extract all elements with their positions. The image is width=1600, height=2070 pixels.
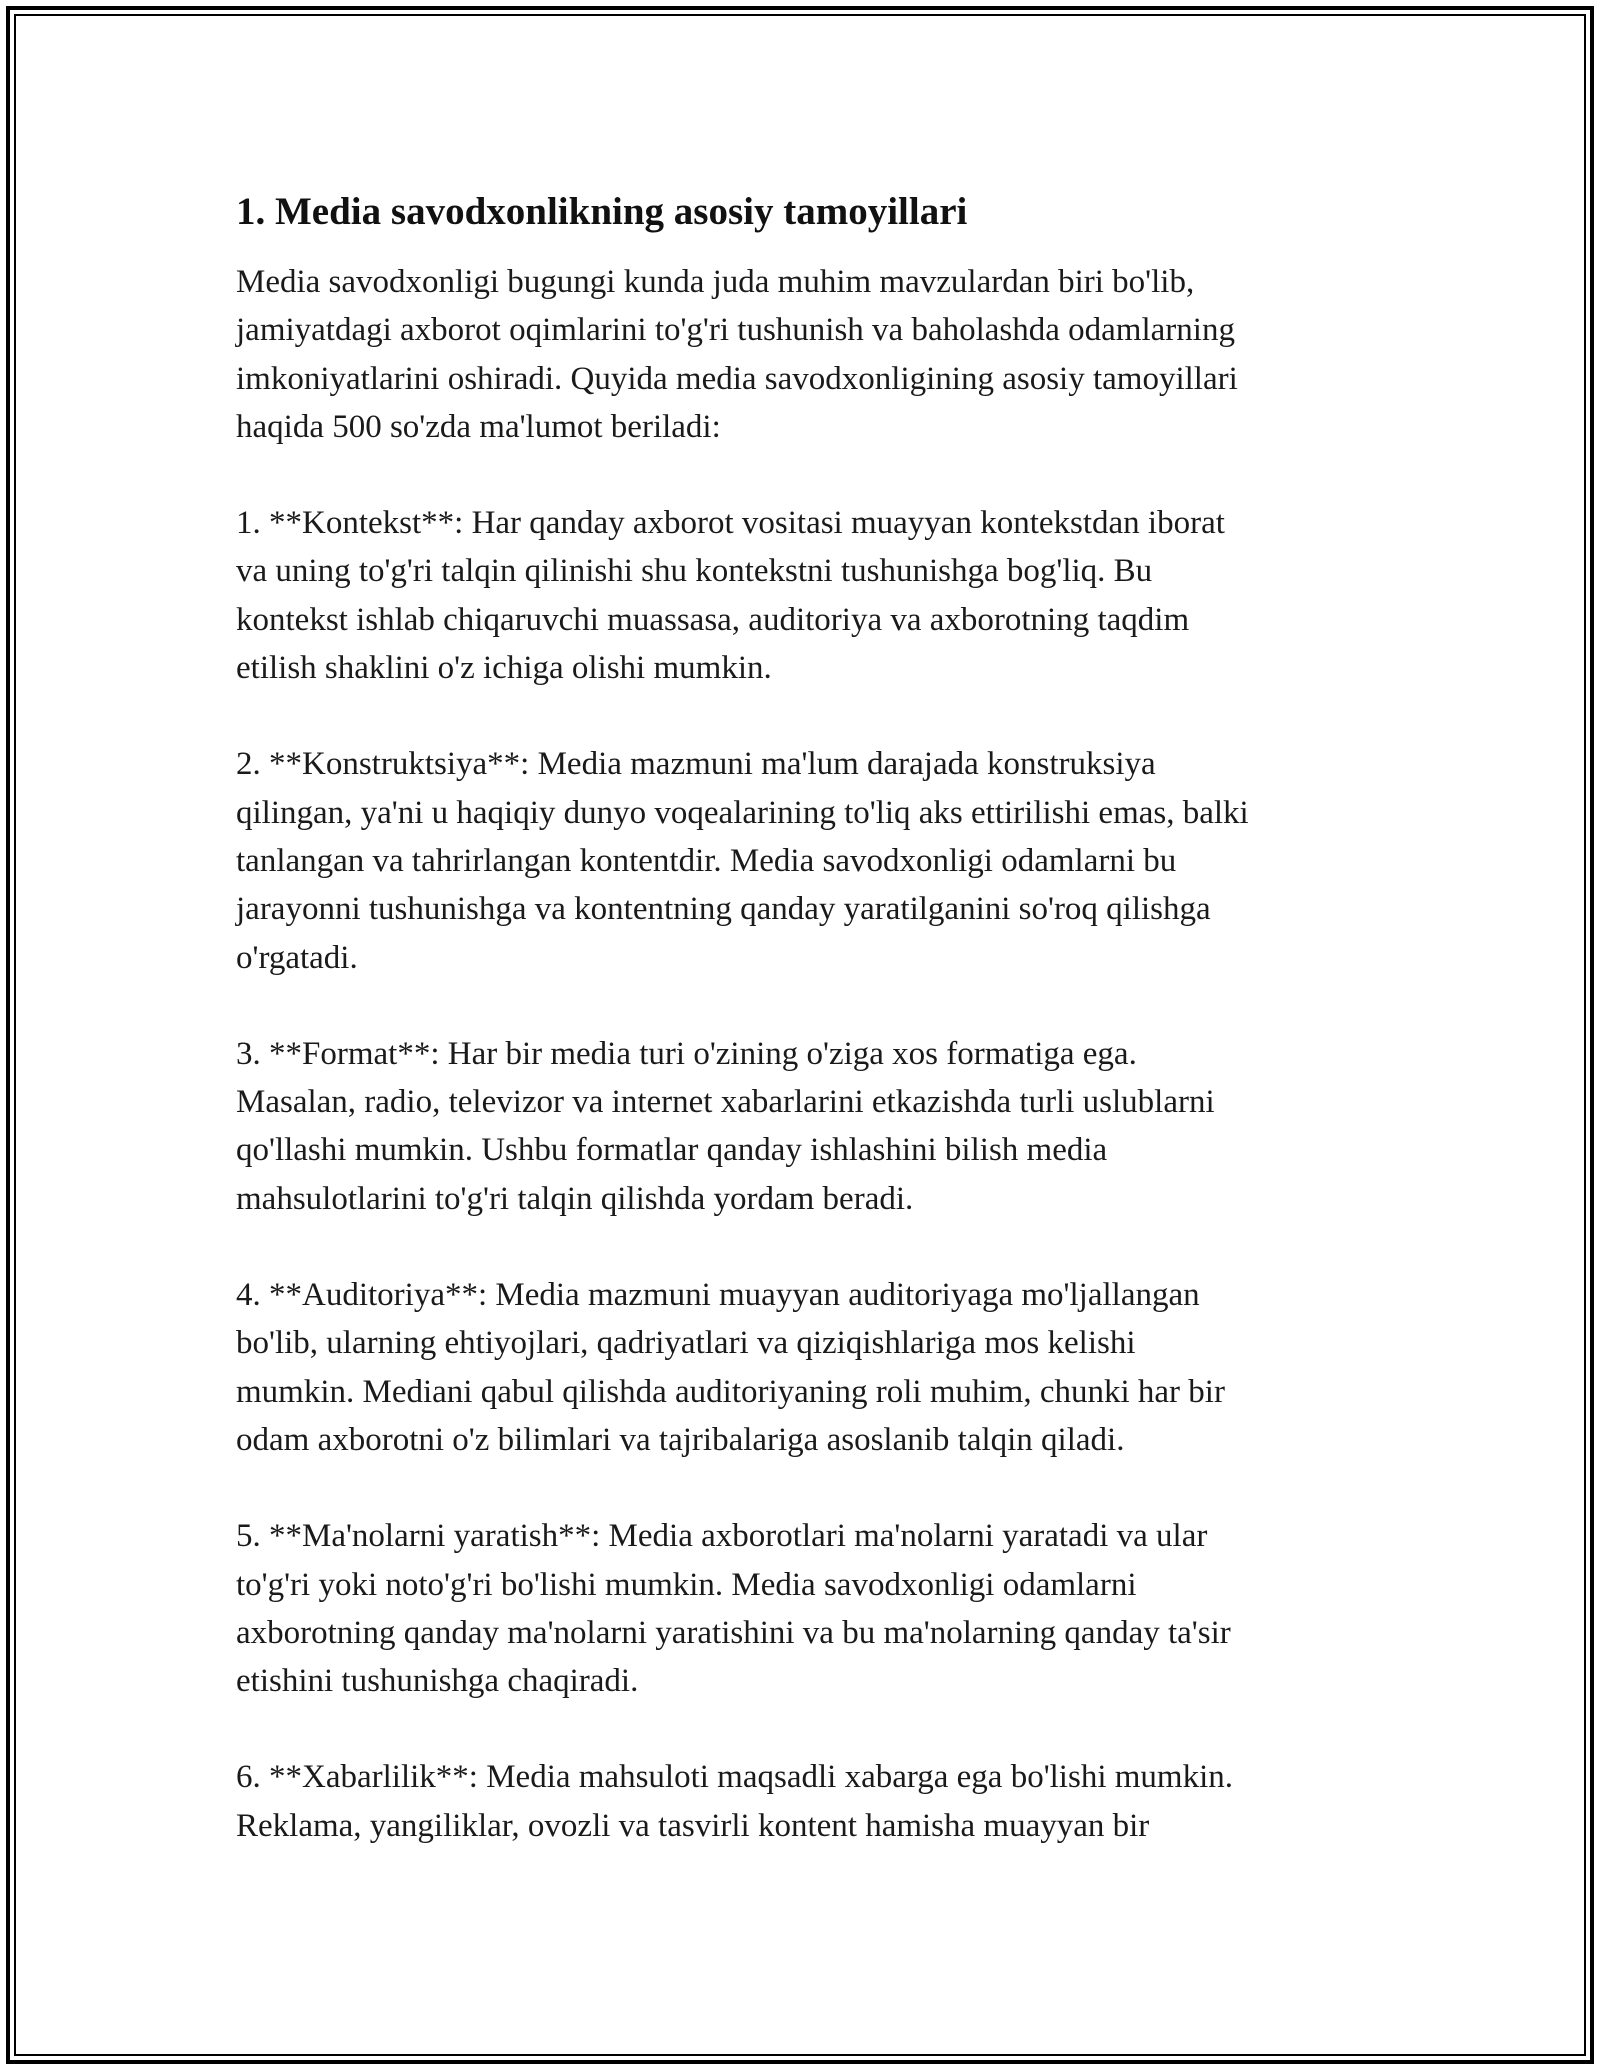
principle-xabarlilik: 6. **Xabarlilik**: Media mahsuloti maqsadli xabarga ega bo'lishi mumkin. Reklama, yangiliklar, ovozli va tasvirli kontent hamisha muayyan bir — [236, 1759, 1233, 1844]
intro-paragraph: Media savodxonligi bugungi kunda juda muhim mavzulardan biri bo'lib, jamiyatdagi axborot oqimlarini to'g'ri tushunish va baholashda odamlarning imkoniyatlarini oshiradi. Quyida media savodxonligining asosiy tamoyillari haqida 500 so'zda ma'lumot beriladi: — [236, 264, 1238, 445]
principle-format: 3. **Format**: Har bir media turi o'zining o'ziga xos formatiga ega. Masalan, radio, televizor va internet xabarlarini etkazishda turli uslublarni qo'llashi mumkin. Ushbu formatlar qanday ishlashini bilish media mahsulotlarini to'g'ri talqin qilishda yordam beradi. — [236, 1035, 1215, 1217]
principle-manolarni-yaratish: 5. **Ma'nolarni yaratish**: Media axborotlari ma'nolarni yaratadi va ular to'g'ri yoki noto'g'ri bo'lishi mumkin. Media savodxonligi odamlarni axborotning qanday ma'nolarni yaratishini va bu ma'nolarning qanday ta'sir etishini tushunishga chaqiradi. — [236, 1518, 1231, 1700]
document-title: 1. Media savodxonlikning asosiy tamoyillari — [236, 190, 968, 233]
principle-konstruktsiya: 2. **Konstruktsiya**: Media mazmuni ma'lum darajada konstruksiya qilingan, ya'ni u haqiqiy dunyo voqealarining to'liq aks ettirilishi emas, balki tanlangan va tahrirlangan kontentdir. Media savodxonligi odamlarni bu jarayonni tushunishga va kontentning qanday yaratilganini so'roq qilishga o'rgatadi. — [236, 746, 1249, 976]
principle-kontekst: 1. **Kontekst**: Har qanday axborot vositasi muayyan kontekstdan iborat va uning to'g'ri talqin qilinishi shu kontekstni tushunishga bog'liq. Bu kontekst ishlab chiqaruvchi muassasa, auditoriya va axborotning taqdim etilish shaklini o'z ichiga olishi mumkin. — [236, 505, 1225, 687]
principle-auditoriya: 4. **Auditoriya**: Media mazmuni muayyan auditoriyaga mo'ljallangan bo'lib, ularning ehtiyojlari, qadriyatlari va qiziqishlariga mos kelishi mumkin. Mediani qabul qilishda auditoriyaning roli muhim, chunki har bir odam axborotni o'z bilimlari va tajribalariga asoslanib talqin qiladi. — [236, 1277, 1225, 1458]
document-body — [236, 186, 1386, 1898]
